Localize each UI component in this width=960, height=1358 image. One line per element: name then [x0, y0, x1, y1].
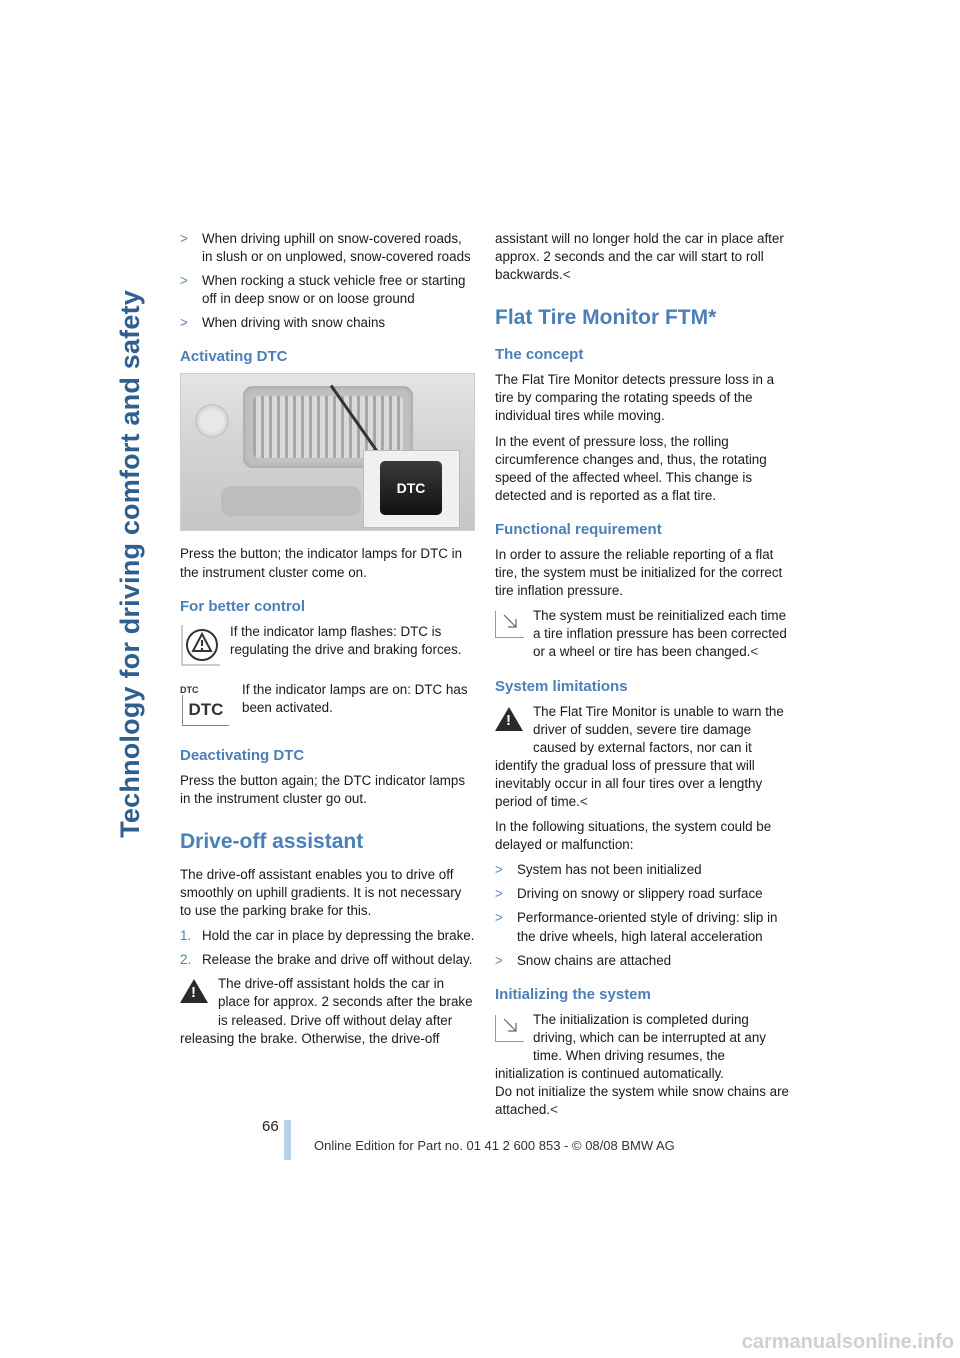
bullet-text: System has not been initialized [517, 862, 702, 878]
driveoff-warning-text: The drive-off assistant holds the car in place for approx. 2 seconds after the brake is released. Drive off without delay after releasing the brake. Otherwise, the drive-off [180, 976, 473, 1046]
concept-paragraph-1: The Flat Tire Monitor detects pressure loss in a tire by comparing the rotating speeds of the individual tires while moving. [495, 372, 775, 424]
left-column [180, 230, 475, 1055]
bullet-text: When driving with snow chains [202, 315, 386, 331]
step-item [180, 951, 475, 969]
bullet-item [180, 314, 475, 332]
on-text: If the indicator lamps are on: DTC has been activated. [242, 681, 468, 715]
init-heading: Initializing the system [495, 985, 651, 1003]
knob-illustration [195, 404, 229, 438]
concept-heading: The concept [495, 346, 584, 364]
step-text: Hold the car in place by depressing the brake. [202, 928, 475, 944]
bullet-item [180, 230, 475, 266]
limitations-warning-body: The Flat Tire Monitor is unable to warn the driver of sudden, severe tire damage caused by external factors, nor can it identify the gradual loss of pressure that will inevitably occur in all four tires over a lengthy period of time. [495, 703, 784, 809]
watermark-logo: carmanualsonline.info [741, 1331, 954, 1353]
continued-text [495, 230, 790, 284]
dtc-button-callout [363, 450, 460, 528]
page-number: 66 [262, 1118, 279, 1135]
flash-text: If the indicator lamp flashes: DTC is regulating the drive and braking forces. [230, 623, 462, 657]
edition-footer: Online Edition for Part no. 01 41 2 600 853 - © 08/08 BMW AG [314, 1138, 675, 1153]
functional-note-text [495, 607, 790, 661]
ftm-heading: Flat Tire Monitor FTM* [495, 306, 717, 330]
better-control-heading: For better control [180, 597, 306, 615]
bullet-mark: > [495, 886, 503, 902]
end-mark: < [550, 1102, 558, 1118]
bullet-text: Driving on snowy or slippery road surface [517, 886, 763, 902]
init-note-2 [495, 1083, 790, 1119]
activating-heading: Activating DTC [180, 348, 288, 366]
bullet-text: Snow chains are attached [517, 952, 672, 968]
dashboard-photo [180, 373, 475, 531]
init-note-text: The initialization is completed during driving, which can be interrupted at any time. When driving resumes, the initialization is continued automatically. [495, 1011, 766, 1081]
bullet-text: When driving uphill on snow-covered roads, in slush or on unplowed, snow-covered roads [202, 231, 471, 265]
driveoff-heading: Drive-off assistant [180, 829, 364, 853]
end-mark: < [579, 793, 588, 809]
bullet-mark: > [495, 910, 503, 926]
step-text: Release the brake and drive off without delay. [202, 952, 473, 968]
step-number: 1. [180, 928, 192, 944]
bullet-text: When rocking a stuck vehicle free or starting off in deep snow or on loose ground [202, 273, 466, 307]
step-number: 2. [180, 952, 192, 968]
bullet-item [495, 909, 790, 945]
situations-intro: In the following situations, the system could be delayed or malfunction: [495, 819, 772, 853]
bullet-mark: > [180, 315, 188, 331]
dtc-indicator-icon [180, 681, 232, 727]
init-note-2-body: Do not initialize the system while snow chains are attached. [495, 1084, 789, 1118]
flash-indicator-block [180, 623, 475, 673]
functional-note [495, 607, 790, 661]
functional-text: In order to assure the reliable reporting of a flat tire, the system must be initialized for the correct tire inflation pressure. [495, 546, 783, 599]
dtc-small-label: DTC [180, 684, 199, 695]
bullet-item [495, 861, 790, 879]
activating-text: Press the button; the indicator lamps for DTC in the instrument cluster come on. [180, 546, 463, 580]
bullet-mark: > [495, 952, 503, 968]
bullet-item [495, 885, 790, 903]
concept-paragraph-2: In the event of pressure loss, the rolling circumference changes and, thus, the rotating speed of the affected wheel. This change is detected and is reported as a flat tire. [495, 433, 767, 503]
end-mark: < [750, 644, 759, 660]
bullet-item [495, 952, 790, 970]
footer-bar [284, 1120, 291, 1160]
bullet-mark: > [180, 273, 188, 289]
step-item [180, 927, 475, 945]
side-title [104, 58, 156, 838]
bullet-mark: > [180, 231, 188, 246]
deactivating-heading: Deactivating DTC [180, 746, 305, 764]
deactivating-text: Press the button again; the DTC indicator lamps in the instrument cluster go out. [180, 772, 466, 806]
right-column [495, 230, 790, 1126]
chapter-title: Technology for driving comfort and safety [114, 290, 145, 838]
end-mark: < [562, 267, 571, 283]
init-note [495, 1011, 790, 1120]
note-arrow-icon [495, 1015, 525, 1045]
continued-text-body: assistant will no longer hold the car in place after approx. 2 seconds and the car will start to roll backwards. [495, 231, 784, 283]
dtc-button-illustration: DTC [380, 461, 442, 515]
bullet-text: Performance-oriented style of driving: slip in the drive wheels, high lateral acceleration [517, 910, 778, 944]
driveoff-warning [180, 975, 475, 1047]
bullet-item [180, 272, 475, 308]
warning-triangle-icon [180, 979, 210, 1009]
driveoff-text: The drive-off assistant enables you to drive off smoothly on uphill gradients. It is not necessary to use the parking brake for this. [180, 866, 462, 919]
control-panel-illustration [221, 486, 361, 516]
dtc-big-label: DTC [182, 695, 229, 726]
limitations-warning-text [495, 703, 790, 812]
on-indicator-block [180, 681, 475, 731]
note-arrow-icon [495, 611, 525, 641]
limitations-warning [495, 703, 790, 812]
limitations-heading: System limitations [495, 677, 628, 695]
bullet-mark: > [495, 862, 503, 878]
functional-note-body: The system must be reinitialized each time a tire inflation pressure has been corrected or a wheel or tire has been changed. [533, 608, 787, 660]
functional-heading: Functional requirement [495, 520, 662, 538]
warning-triangle-icon [495, 707, 525, 737]
warning-indicator-icon [180, 623, 222, 672]
